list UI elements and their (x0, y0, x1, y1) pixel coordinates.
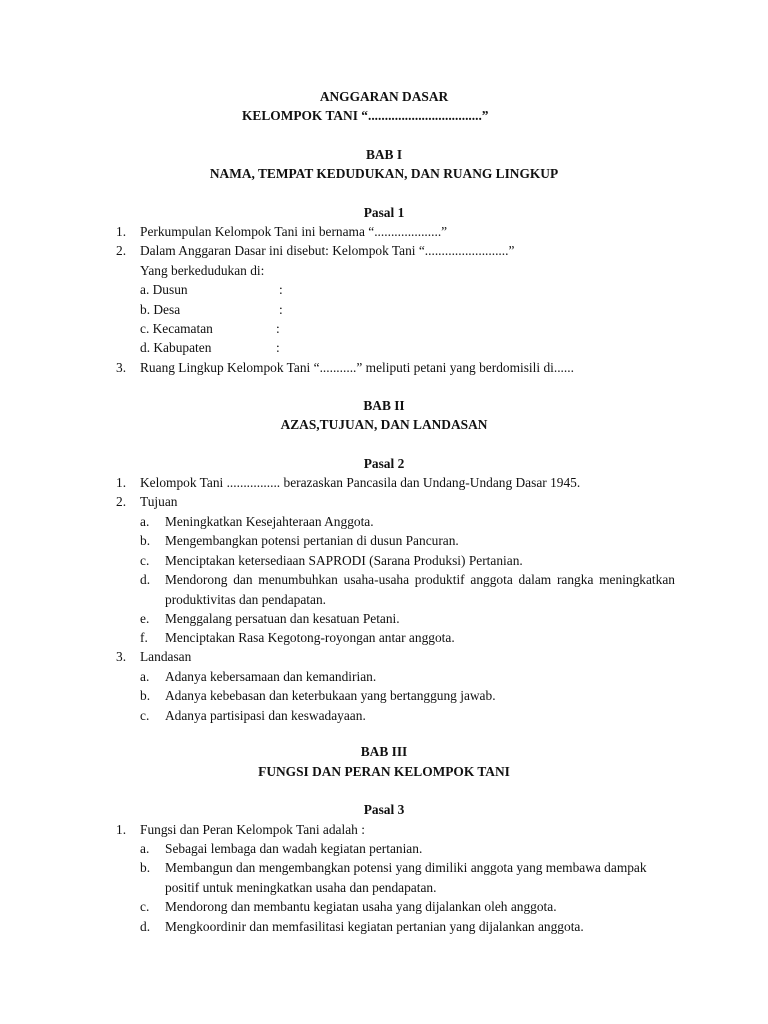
sub-letter: c. (140, 899, 150, 914)
sub-letter: c. (140, 708, 150, 723)
sub-item: Menciptakan ketersediaan SAPRODI (Sarana Produksi) Pertanian. (165, 553, 523, 568)
location-colon: : (279, 282, 283, 297)
location-colon: : (276, 340, 280, 355)
list-number: 1. (116, 822, 127, 837)
bab1-subtitle: NAMA, TEMPAT KEDUDUKAN, DAN RUANG LINGKUP (209, 166, 559, 181)
location-label: a. Dusun (140, 282, 188, 297)
sub-item: Mendorong dan membantu kegiatan usaha yang dijalankan oleh anggota. (165, 899, 557, 914)
location-colon: : (279, 302, 283, 317)
list-number: 2. (116, 243, 127, 258)
sub-letter: d. (140, 572, 151, 587)
sub-letter: e. (140, 611, 150, 626)
sub-item: Adanya partisipasi dan keswadayaan. (165, 708, 366, 723)
list-number: 1. (116, 224, 127, 239)
sub-item: Meningkatkan Kesejahteraan Anggota. (165, 514, 374, 529)
document-subtitle: KELOMPOK TANI “..................................” (242, 108, 489, 123)
sub-item: Mengkoordinir dan memfasilitasi kegiatan pertanian yang dijalankan anggota. (165, 919, 584, 934)
location-label: d. Kabupaten (140, 340, 212, 355)
bab3-subtitle: FUNGSI DAN PERAN KELOMPOK TANI (258, 764, 510, 779)
sub-letter: a. (140, 841, 150, 856)
bab1-heading: BAB I (365, 147, 403, 162)
list-number: 3. (116, 360, 127, 375)
pasal1-heading: Pasal 1 (363, 205, 405, 220)
location-label: c. Kecamatan (140, 321, 213, 336)
landasan-label: Landasan (140, 649, 192, 664)
tujuan-label: Tujuan (140, 494, 178, 509)
location-label: b. Desa (140, 302, 181, 317)
sub-letter: f. (140, 630, 148, 645)
list-item: Dalam Anggaran Dasar ini disebut: Kelompok Tani “.........................” (140, 243, 515, 258)
location-intro: Yang berkedudukan di: (140, 263, 265, 278)
pasal3-heading: Pasal 3 (363, 802, 405, 817)
list-item: Perkumpulan Kelompok Tani ini bernama “....................” (140, 224, 448, 239)
list-number: 2. (116, 494, 127, 509)
list-item: Kelompok Tani ................ berazaskan Pancasila dan Undang-Undang Dasar 1945. (140, 475, 581, 490)
list-item: Ruang Lingkup Kelompok Tani “...........” meliputi petani yang berdomisili di...... (140, 360, 574, 375)
sub-letter: c. (140, 553, 150, 568)
sub-letter: d. (140, 919, 151, 934)
document-title: ANGGARAN DASAR (319, 89, 449, 104)
bab2-subtitle: AZAS,TUJUAN, DAN LANDASAN (280, 417, 488, 432)
list-number: 1. (116, 475, 127, 490)
sub-item: Mengembangkan potensi pertanian di dusun Pancuran. (165, 533, 459, 548)
sub-item: Membangun dan mengembangkan potensi yang dimiliki anggota yang membawa dampak positif untuk meningkatkan usaha dan pendapatan. (165, 860, 647, 895)
sub-letter: b. (140, 533, 151, 548)
list-item: Fungsi dan Peran Kelompok Tani adalah : (140, 822, 365, 837)
sub-item: Menciptakan Rasa Kegotong-royongan antar anggota. (165, 630, 455, 645)
sub-item: Menggalang persatuan dan kesatuan Petani. (165, 611, 400, 626)
sub-letter: a. (140, 669, 150, 684)
sub-letter: b. (140, 860, 151, 875)
sub-item: Adanya kebebasan dan keterbukaan yang bertanggung jawab. (165, 688, 496, 703)
sub-item: Mendorong dan menumbuhkan usaha-usaha produktif anggota dalam rangka meningkatkan produktivitas dan pendapatan. (165, 572, 675, 607)
sub-letter: b. (140, 688, 151, 703)
pasal2-heading: Pasal 2 (363, 456, 405, 471)
sub-item: Adanya kebersamaan dan kemandirian. (165, 669, 377, 684)
bab3-heading: BAB III (360, 744, 408, 759)
bab2-heading: BAB II (363, 398, 405, 413)
sub-item: Sebagai lembaga dan wadah kegiatan pertanian. (165, 841, 423, 856)
location-colon: : (276, 321, 280, 336)
sub-letter: a. (140, 514, 150, 529)
list-number: 3. (116, 649, 127, 664)
